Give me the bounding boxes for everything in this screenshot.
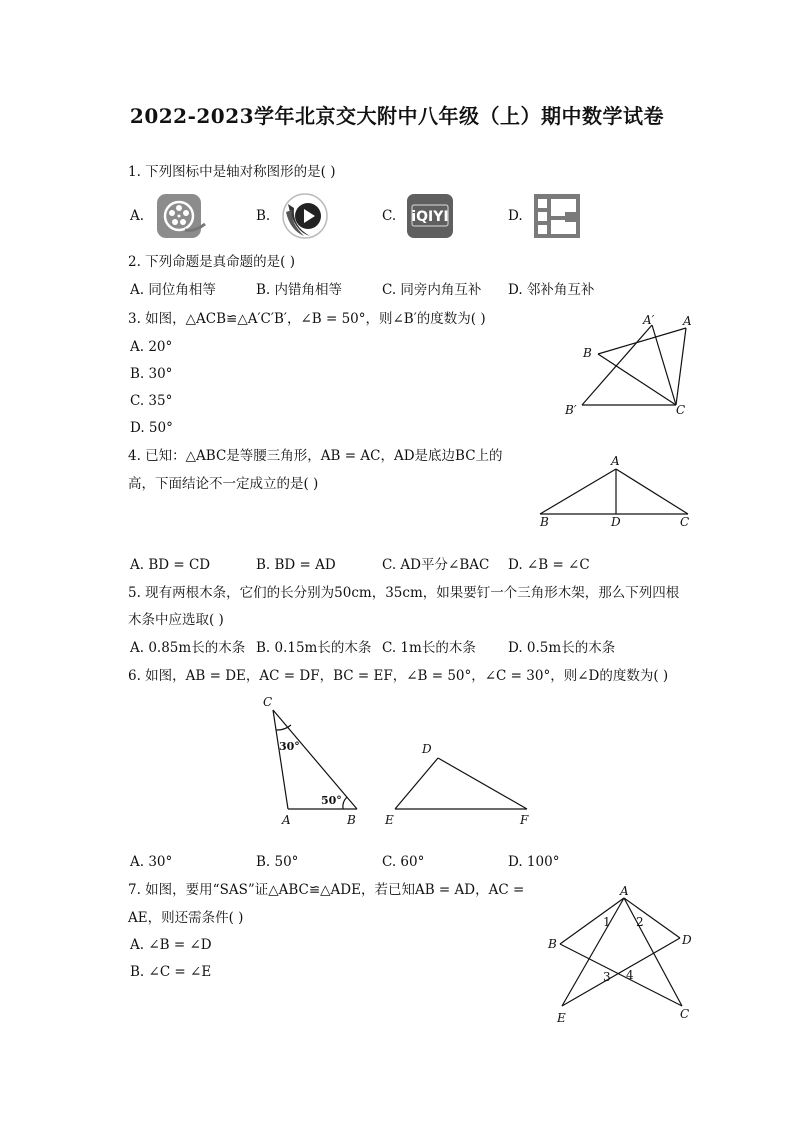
q3-label-a-prime: A′ (643, 313, 655, 327)
q2-option-a: A. 同位角相等 (130, 282, 216, 298)
q6-option-a: A. 30° (130, 854, 173, 870)
q6-option-c: C. 60° (382, 854, 425, 870)
q3-label-a: A (683, 314, 692, 328)
q7-option-a: A. ∠B = ∠D (130, 937, 212, 953)
q5-option-d: D. 0.5m长的木条 (508, 640, 616, 656)
q7-stem-line2: AE，则还需条件( ) (128, 910, 244, 926)
q6-angle-c: 30° (279, 740, 300, 753)
page-title: 2022-2023学年北京交大附中八年级（上）期中数学试卷 (129, 104, 665, 128)
q1-option-c: C. (382, 208, 397, 224)
filmstrip-icon (532, 192, 582, 240)
q7-label-4: 4 (626, 968, 634, 982)
iqiyi-logo-text: iQIYI (411, 209, 449, 225)
q5-option-c: C. 1m长的木条 (382, 640, 476, 656)
q4-stem-line1: 4. 已知：△ABC是等腰三角形，AB = AC，AD是底边BC上的 (128, 448, 503, 464)
q3-label-b-prime: B′ (565, 403, 577, 417)
q4-label-d: D (611, 515, 621, 529)
q3-option-a: A. 20° (130, 339, 173, 355)
q5-option-a: A. 0.85m长的木条 (130, 640, 246, 656)
q4-label-b: B (540, 515, 549, 529)
q4-option-b: B. BD = AD (256, 557, 336, 573)
q4-label-a: A (611, 454, 620, 468)
q4-stem-line2: 高，下面结论不一定成立的是( ) (128, 476, 319, 492)
q3-option-d: D. 50° (130, 420, 173, 436)
q3-label-b: B (583, 346, 592, 360)
q7-option-b: B. ∠C = ∠E (130, 964, 212, 980)
q6-label-d: D (422, 742, 432, 756)
q4-figure (530, 452, 700, 532)
q4-option-a: A. BD = CD (130, 557, 211, 573)
q7-stem-line1: 7. 如图，要用“SAS”证△ABC≌△ADE，若已知AB = AD，AC = (128, 882, 525, 898)
q4-label-c: C (680, 515, 690, 529)
q7-label-e: E (557, 1011, 566, 1025)
q6-label-f: F (520, 813, 529, 827)
q4-option-c: C. AD平分∠BAC (382, 557, 490, 573)
q4-option-d: D. ∠B = ∠C (508, 557, 590, 573)
q6-label-e: E (385, 813, 394, 827)
q5-option-b: B. 0.15m长的木条 (256, 640, 372, 656)
q5-stem-line1: 5. 现有两根木条，它们的长分别为50cm，35cm，如果要钉一个三角形木架，那么下列四根 (128, 585, 680, 601)
q7-label-b: B (548, 937, 557, 951)
q7-label-a: A (620, 884, 629, 898)
q3-stem: 3. 如图，△ACB≌△A′C′B′，∠B = 50°，则∠B′的度数为( ) (128, 311, 486, 327)
q6-label-b: B (347, 813, 356, 827)
q1-option-b: B. (256, 208, 271, 224)
q7-label-d: D (682, 933, 692, 947)
q1-stem: 1. 下列图标中是轴对称图形的是( ) (128, 164, 336, 180)
q7-label-c: C (680, 1007, 690, 1021)
swirl-play-icon (280, 192, 330, 240)
film-reel-icon (155, 192, 207, 240)
q2-stem: 2. 下列命题是真命题的是( ) (128, 254, 295, 270)
q6-stem: 6. 如图，AB = DE，AC = DF，BC = EF，∠B = 50°，∠C = 30°，则∠D的度数为( ) (128, 668, 669, 684)
q7-label-1: 1 (603, 915, 611, 929)
q6-label-c: C (263, 695, 273, 709)
q2-option-c: C. 同旁内角互补 (382, 282, 482, 298)
q6-option-b: B. 50° (256, 854, 299, 870)
q1-option-a: A. (130, 208, 145, 224)
q3-option-c: C. 35° (130, 393, 173, 409)
iqiyi-icon (405, 192, 455, 240)
q6-figure (255, 690, 555, 830)
q1-option-d: D. (508, 208, 523, 224)
q3-option-b: B. 30° (130, 366, 173, 382)
q6-label-a: A (282, 813, 291, 827)
q3-figure (555, 310, 715, 420)
q6-option-d: D. 100° (508, 854, 560, 870)
q2-option-b: B. 内错角相等 (256, 282, 343, 298)
q3-label-c: C (676, 403, 686, 417)
q7-label-3: 3 (603, 970, 611, 984)
q6-angle-b: 50° (321, 794, 342, 807)
q2-option-d: D. 邻补角互补 (508, 282, 595, 298)
q5-stem-line2: 木条中应选取( ) (128, 612, 224, 628)
q7-figure (540, 882, 710, 1027)
q7-label-2: 2 (636, 915, 644, 929)
